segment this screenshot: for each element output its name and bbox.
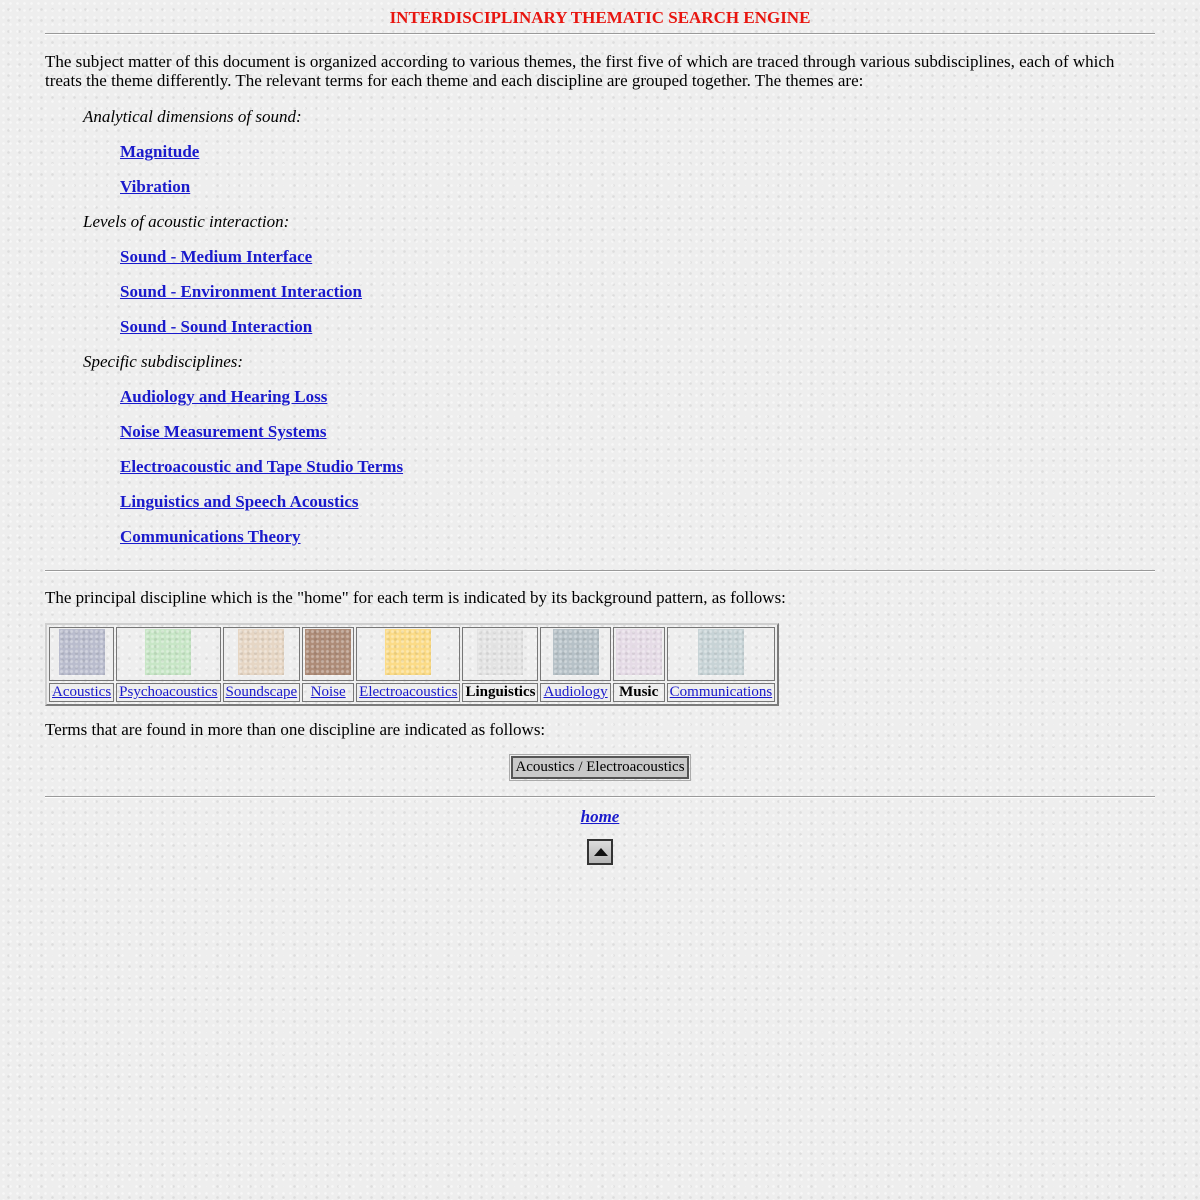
divider-top (45, 33, 1155, 35)
principal-discipline-text: The principal discipline which is the "home" for each term is indicated by its background pattern, as follows: (45, 588, 786, 607)
pattern-swatch-noise (305, 629, 351, 675)
legend-music: Music (619, 684, 659, 700)
legend-label-cell-audiology (540, 683, 610, 702)
divider-bottom (45, 796, 1155, 798)
swatch-cell-linguistics (462, 627, 538, 681)
theme-link-row (120, 142, 1155, 177)
theme-link-row (120, 492, 1155, 527)
theme-link-electroacoustic-and-tape-studio-terms[interactable]: Electroacoustic and Tape Studio Terms (120, 457, 404, 476)
pattern-swatch-soundscape (238, 629, 284, 675)
swatch-cell-music (613, 627, 665, 681)
theme-list (45, 107, 1155, 562)
page (45, 0, 1155, 870)
theme-link-communications-theory[interactable]: Communications Theory (120, 527, 301, 546)
theme-link-row (120, 457, 1155, 492)
swatch-cell-audiology (540, 627, 610, 681)
legend-psychoacoustics[interactable]: Psychoacoustics (119, 684, 218, 700)
multi-discipline-example (45, 756, 1155, 792)
pattern-swatch-communications (698, 629, 744, 675)
label-row (49, 683, 775, 702)
swatch-cell-communications (667, 627, 776, 681)
theme-link-row (120, 247, 1155, 282)
legend-label-cell-linguistics (462, 683, 538, 702)
legend-communications[interactable]: Communications (669, 684, 773, 700)
swatch-cell-soundscape (223, 627, 301, 681)
swatch-cell-electroacoustics (356, 627, 460, 681)
swatch-cell-psychoacoustics (116, 627, 220, 681)
theme-link-magnitude[interactable]: Magnitude (120, 142, 200, 161)
legend-noise[interactable]: Noise (310, 684, 346, 700)
legend-electroacoustics[interactable]: Electroacoustics (359, 684, 458, 700)
multi-discipline-box: Acoustics / Electroacoustics (511, 756, 688, 779)
legend-label-cell-noise (302, 683, 354, 702)
intro-text: The subject matter of this document is organized according to various themes, the first five of which are traced through various subdisciplines, each of which treats the theme differently. The relevant terms for each theme and each discipline are grouped together. The themes are: (45, 52, 1115, 90)
theme-link-noise-measurement-systems[interactable]: Noise Measurement Systems (120, 422, 327, 441)
pattern-swatch-linguistics (477, 629, 523, 675)
swatch-cell-noise (302, 627, 354, 681)
theme-link-linguistics-and-speech-acoustics[interactable]: Linguistics and Speech Acoustics (120, 492, 359, 511)
theme-link-row (120, 527, 1155, 562)
pattern-swatch-acoustics (59, 629, 105, 675)
theme-link-row (120, 282, 1155, 317)
pattern-swatch-psychoacoustics (145, 629, 191, 675)
pattern-swatch-music (616, 629, 662, 675)
theme-link-audiology-and-hearing-loss[interactable]: Audiology and Hearing Loss (120, 387, 328, 406)
legend-label-cell-communications (667, 683, 776, 702)
legend-acoustics[interactable]: Acoustics (52, 684, 112, 700)
legend-audiology[interactable]: Audiology (543, 684, 608, 700)
theme-link-row (120, 422, 1155, 457)
up-arrow-icon[interactable] (587, 839, 613, 865)
theme-group-heading: Specific subdisciplines: (83, 352, 244, 371)
theme-group-heading: Analytical dimensions of sound: (83, 107, 302, 126)
pattern-swatch-electroacoustics (385, 629, 431, 675)
footer (45, 807, 1155, 870)
legend-label-cell-psychoacoustics (116, 683, 220, 702)
theme-link-sound-environment-interaction[interactable]: Sound - Environment Interaction (120, 282, 362, 301)
theme-link-row (120, 177, 1155, 212)
legend-linguistics: Linguistics (465, 684, 536, 700)
pattern-swatch-audiology (553, 629, 599, 675)
swatch-row (49, 627, 775, 681)
theme-link-row (120, 387, 1155, 422)
discipline-legend-table (45, 623, 779, 706)
legend-soundscape[interactable]: Soundscape (225, 684, 298, 700)
up-triangle-icon (594, 848, 608, 856)
legend-label-cell-soundscape (223, 683, 301, 702)
legend-label-cell-music (613, 683, 665, 702)
legend-label-cell-electroacoustics (356, 683, 460, 702)
page-title: INTERDISCIPLINARY THEMATIC SEARCH ENGINE (389, 8, 811, 27)
theme-link-vibration[interactable]: Vibration (120, 177, 191, 196)
theme-link-sound-medium-interface[interactable]: Sound - Medium Interface (120, 247, 313, 266)
theme-link-row (120, 317, 1155, 352)
multi-discipline-text: Terms that are found in more than one discipline are indicated as follows: (45, 720, 546, 739)
theme-link-sound-sound-interaction[interactable]: Sound - Sound Interaction (120, 317, 313, 336)
home-link[interactable]: home (580, 807, 620, 826)
swatch-cell-acoustics (49, 627, 114, 681)
theme-group-heading: Levels of acoustic interaction: (83, 212, 290, 231)
legend-label-cell-acoustics (49, 683, 114, 702)
